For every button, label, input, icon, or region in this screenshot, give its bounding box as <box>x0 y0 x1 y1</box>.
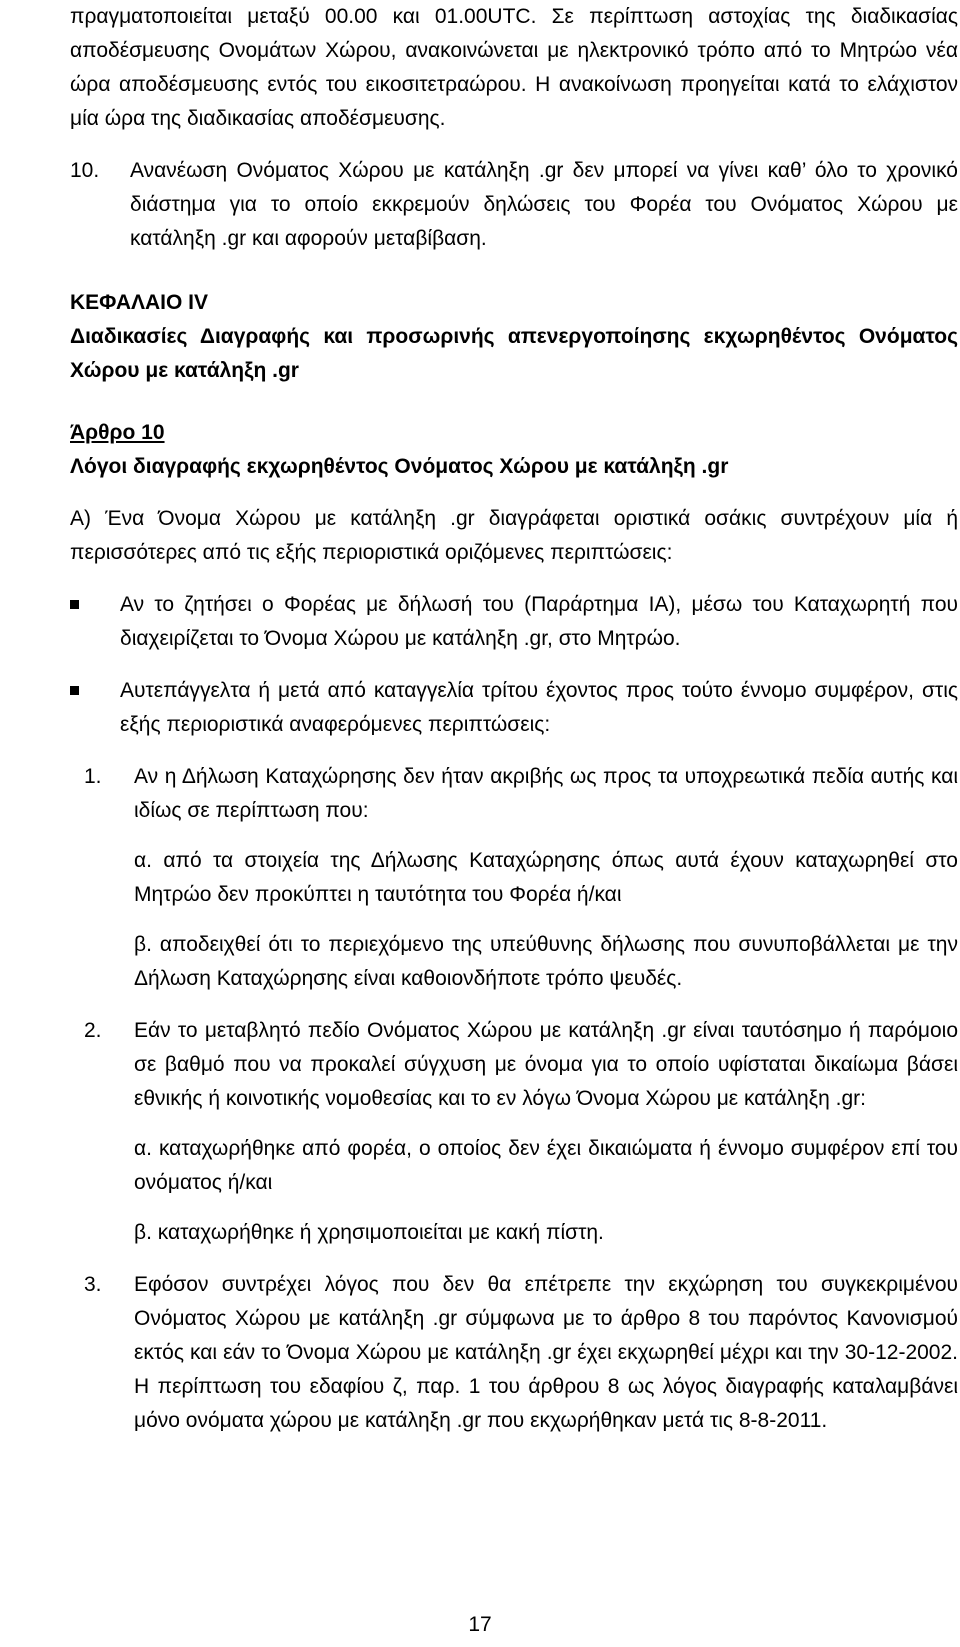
item-10-text: Ανανέωση Ονόματος Χώρου με κατάληξη .gr δεν μπορεί να γίνει καθ’ όλο το χρονικό διάστημα για το οποίο εκκρεμούν δηλώσεις του Φορέα του Ονόματος Χώρου με κατάληξη .gr και αφορούν μεταβίβαση. <box>130 159 958 250</box>
sub-item-a: α. καταχωρήθηκε από φορέα, ο οποίος δεν έχει δικαιώματα ή έννομο συμφέρον επί του ονόματος ή/και <box>134 1137 958 1194</box>
numbered-item-1 <box>84 760 958 996</box>
square-bullet-icon <box>70 588 87 656</box>
paragraph-a: Α) Ένα Όνομα Χώρου με κατάληξη .gr διαγράφεται οριστικά οσάκις συντρέχουν μία ή περισσότερες από τις εξής περιοριστικά οριζόμενες περιπτώσεις: <box>70 507 958 564</box>
numbered-item-text: Εφόσον συντρέχει λόγος που δεν θα επέτρεπε την εκχώρηση του συγκεκριμένου Ονόματος Χώρου με κατάληξη .gr σύμφωνα με το άρθρο 8 του παρόντος Κανονισμού εκτός και εάν το Όνομα Χώρου με κατάληξη .gr έχει εκχωρηθεί μέχρι και την 30-12-2002. Η περίπτωση του εδαφίου ζ, παρ. 1 του άρθρου 8 ως λόγος διαγραφής καταλαμβάνει μόνο ονόματα χώρου με κατάληξη .gr που εκχωρήθηκαν μετά τις 8-8-2011. <box>134 1273 958 1432</box>
numbered-item-text: Αν η Δήλωση Καταχώρησης δεν ήταν ακριβής ως προς τα υποχρεωτικά πεδία αυτής και ιδίως σε περίπτωση που: <box>134 765 958 822</box>
item-10-number: 10. <box>70 159 100 182</box>
sub-item-b: β. καταχωρήθηκε ή χρησιμοποιείται με κακή πίστη. <box>134 1221 604 1244</box>
square-bullet-icon <box>70 674 87 742</box>
numbered-item-number: 1. <box>84 765 102 788</box>
bullet-text: Αυτεπάγγελτα ή μετά από καταγγελία τρίτου έχοντος προς τούτο έννομο συμφέρον, στις εξής περιοριστικά αναφερόμενες περιπτώσεις: <box>120 679 958 736</box>
article-label: Άρθρο 10 <box>70 421 165 444</box>
document-page <box>70 0 958 1438</box>
numbered-item-3 <box>84 1268 958 1438</box>
chapter-label: ΚΕΦΑΛΑΙΟ IV <box>70 291 209 314</box>
numbered-item-2 <box>84 1014 958 1250</box>
sub-item-b: β. αποδειχθεί ότι το περιεχόμενο της υπεύθυνης δήλωσης που συνυποβάλλεται με την Δήλωση Καταχώρησης είναι καθοιονδήποτε τρόπο ψευδές. <box>134 933 958 990</box>
intro-paragraph: πραγματοποιείται μεταξύ 00.00 και 01.00UTC. Σε περίπτωση αστοχίας της διαδικασίας αποδέσμευσης Ονομάτων Χώρου, ανακοινώνεται με ηλεκτρονικό τρόπο από το Μητρώο νέα ώρα αποδέσμευσης εντός του εικοσιτετραώρου. Η ανακοίνωση προηγείται κατά το ελάχιστον μία ώρα της διαδικασίας αποδέσμευσης. <box>70 5 958 130</box>
sub-item-a: α. από τα στοιχεία της Δήλωσης Καταχώρησης όπως αυτά έχουν καταχωρηθεί στο Μητρώο δεν προκύπτει η ταυτότητα του Φορέα ή/και <box>134 849 958 906</box>
numbered-item-number: 3. <box>84 1273 102 1296</box>
chapter-title: Διαδικασίες Διαγραφής και προσωρινής απενεργοποίησης εκχωρηθέντος Ονόματος Χώρου με κατάληξη .gr <box>70 325 958 382</box>
bullet-item <box>70 674 958 742</box>
numbered-item-text: Εάν το μεταβλητό πεδίο Ονόματος Χώρου με κατάληξη .gr είναι ταυτόσημο ή παρόμοιο σε βαθμό που να προκαλεί σύγχυση με όνομα για το οποίο υφίσταται δικαίωμα βάσει εθνικής ή κοινοτικής νομοθεσίας και το εν λόγω Όνομα Χώρου με κατάληξη .gr: <box>134 1019 958 1110</box>
bullet-text: Αν το ζητήσει ο Φορέας με δήλωσή του (Παράρτημα ΙΑ), μέσω του Καταχωρητή που διαχειρίζεται το Όνομα Χώρου με κατάληξη .gr, στο Μητρώο. <box>120 593 958 650</box>
item-10 <box>70 154 958 256</box>
bullet-item <box>70 588 958 656</box>
article-title: Λόγοι διαγραφής εκχωρηθέντος Ονόματος Χώρου με κατάληξη .gr <box>70 455 729 478</box>
page-number: 17 <box>468 1613 492 1636</box>
numbered-item-number: 2. <box>84 1019 102 1042</box>
